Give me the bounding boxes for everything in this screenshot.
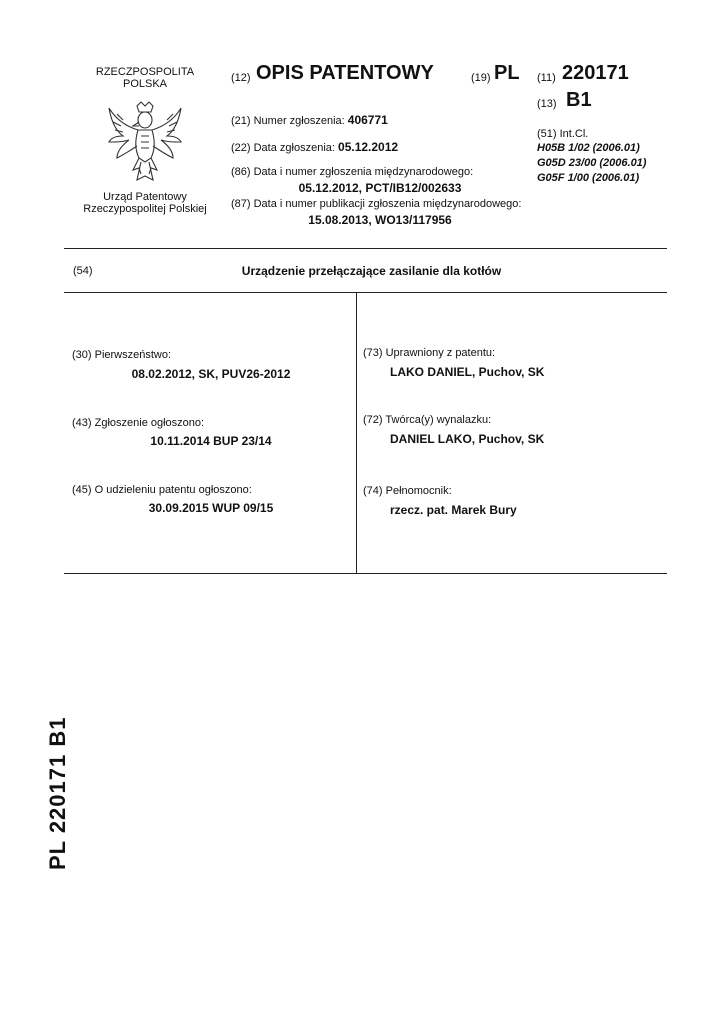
announcement-value: 10.11.2014 BUP 23/14 [150,434,272,448]
international-application-value: 05.12.2012, PCT/IB12/002633 [298,181,462,195]
agent-value: rzecz. pat. Marek Bury [390,503,517,517]
code-19: (19) [471,72,491,84]
application-number [231,113,388,127]
int-cl-code: G05F 1/00 (2006.01) [537,172,640,184]
announcement-label: (43) Zgłoszenie ogłoszono: [72,417,205,429]
agent-label: (74) Pełnomocnik: [363,485,452,497]
application-date [231,140,398,154]
column-divider [356,292,357,574]
eagle-emblem-icon [105,100,185,186]
application-number-value: 406771 [347,113,388,127]
code-13: (13) [537,98,557,110]
grant-label: (45) O udzieleniu patentu ogłoszono: [72,484,252,496]
divider-title [64,292,667,293]
country-line-1: RZECZPOSPOLITA [95,66,195,78]
grant-value: 30.09.2015 WUP 09/15 [148,501,274,515]
title-code: (54) [73,265,93,277]
priority-value: 08.02.2012, SK, PUV26-2012 [131,367,291,381]
country-name [80,66,210,90]
international-publication-label: (87) Data i numer publikacji zgłoszenia międzynarodowego: [231,198,522,210]
owner-value: LAKO DANIEL, Puchov, SK [390,365,545,379]
int-cl-label: (51) Int.Cl. [537,128,589,140]
country-code: PL [494,62,520,84]
application-number-label: (21) Numer zgłoszenia: [231,115,345,127]
office-name [70,191,220,215]
inventor-label: (72) Twórca(y) wynalazku: [363,414,492,426]
office-line-1: Urząd Patentowy [103,191,187,203]
application-date-value: 05.12.2012 [338,140,399,154]
invention-title: Urządzenie przełączające zasilanie dla kotłów [241,264,502,278]
international-publication-value: 15.08.2013, WO13/117956 [308,213,452,227]
doc-type: OPIS PATENTOWY [256,62,434,84]
priority-label: (30) Pierwszeństwo: [72,349,172,361]
application-date-label: (22) Data zgłoszenia: [231,142,335,154]
code-12: (12) [231,72,251,84]
int-cl-code: H05B 1/02 (2006.01) [537,142,640,154]
inventor-value: DANIEL LAKO, Puchov, SK [390,432,545,446]
country-line-2: POLSKA [122,78,168,90]
int-cl-code: G05D 23/00 (2006.01) [537,157,647,169]
divider-top [64,248,667,249]
code-11: (11) [537,72,556,84]
divider-bottom [64,573,667,574]
office-line-2: Rzeczypospolitej Polskiej [83,203,207,215]
international-application-label: (86) Data i numer zgłoszenia międzynarodowego: [231,166,474,178]
owner-label: (73) Uprawniony z patentu: [363,347,496,359]
patent-number: 220171 [562,62,629,84]
kind-code: B1 [566,89,592,111]
side-patent-label: PL 220171 B1 [45,716,70,870]
